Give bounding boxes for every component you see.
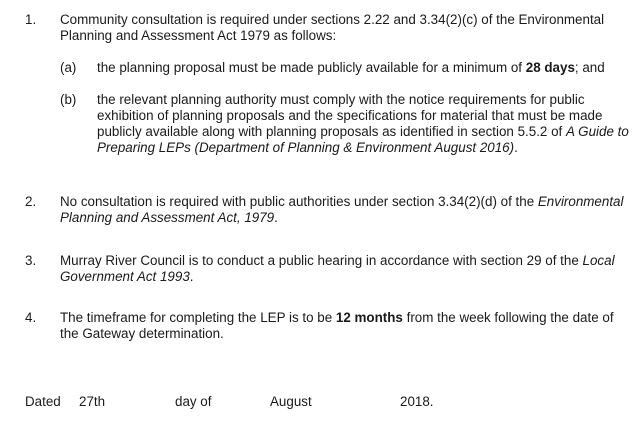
item-1b-text-before: the relevant planning authority must comply with the notice requirements for public exhibition of planning proposals and the specifications for material that must be made publicly available along with planning proposals as identified in section 5.5.2 of	[97, 92, 603, 139]
item-1a-bold-duration: 28 days	[525, 60, 575, 75]
item-4-bold-duration: 12 months	[335, 310, 403, 325]
item-4-text	[60, 310, 632, 342]
item-1a-label: (a)	[60, 60, 77, 75]
item-1a-text-before: the planning proposal must be made publicly available for a minimum of	[97, 60, 523, 75]
item-3-text-before: Murray River Council is to conduct a public hearing in accordance with section 29 of the	[60, 253, 579, 268]
item-4-number: 4.	[25, 310, 37, 325]
item-1b-text	[97, 92, 637, 156]
item-2-text-before: No consultation is required with public authorities under section 3.34(2)(d) of the	[60, 194, 535, 209]
item-3-italic-act: Local Government Act 1993	[60, 253, 615, 284]
item-1b-label: (b)	[60, 92, 77, 107]
dated-label: Dated	[25, 394, 61, 409]
item-3-text-after: .	[189, 269, 194, 284]
item-1-number: 1.	[25, 12, 37, 27]
item-4-text-after: from the week following the date of the Gateway determination.	[60, 310, 614, 341]
item-4-text-before: The timeframe for completing the LEP is to be	[60, 310, 333, 325]
item-2-italic-act: Environmental Planning and Assessment Act, 1979	[60, 194, 624, 225]
item-1a-text-after: ; and	[574, 60, 605, 75]
item-2-text	[60, 194, 632, 226]
dated-day-of: day of	[175, 394, 212, 409]
item-1b-text-after: .	[514, 140, 518, 155]
item-2-text-after: .	[274, 210, 278, 225]
item-1b-italic-guide: A Guide to Preparing LEPs (Department of Planning & Environment August 2016)	[97, 124, 629, 155]
dated-day: 27th	[79, 394, 106, 409]
item-2-number: 2.	[25, 194, 37, 209]
dated-month: August	[270, 394, 312, 409]
item-3-number: 3.	[25, 253, 37, 268]
item-1a-text	[97, 60, 637, 76]
dated-year: 2018.	[400, 394, 434, 409]
item-1-text: Community consultation is required under sections 2.22 and 3.34(2)(c) of the Environmental Planning and Assessment Act 1979 as follows:	[60, 12, 605, 43]
item-3-text	[60, 253, 632, 285]
